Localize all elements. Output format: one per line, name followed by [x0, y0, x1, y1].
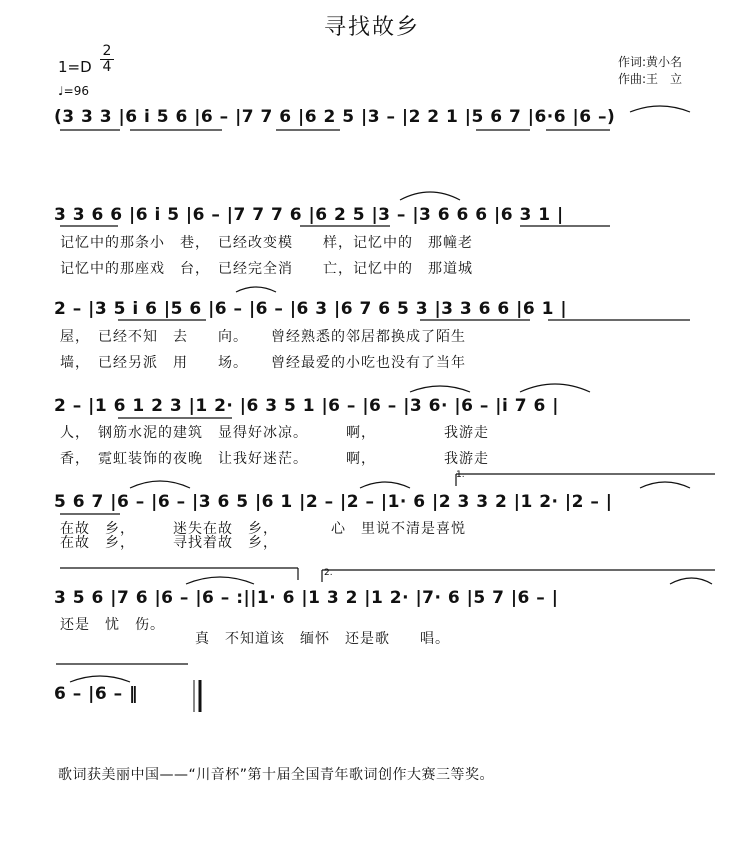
- lyric-row-5-verse-2: 在故 乡， 寻找着故 乡，: [60, 535, 278, 551]
- time-signature-bottom: 4: [100, 59, 114, 75]
- slur-arc: [630, 106, 690, 112]
- score-row-4: 2 – |1 6 1 2 3 |1 2· |6 3 5 1 |6 – |6 – |3 6· |6 – |i 7 6 |: [54, 396, 559, 416]
- slur-arc: [360, 482, 410, 488]
- lyric-row-5-verse-1: 在故 乡， 迷失在故 乡， 心 里说不清是喜悦: [60, 521, 466, 537]
- volta-second-label: 2.: [324, 568, 333, 578]
- slur-arc: [640, 482, 690, 488]
- composer: 作曲:王 立: [618, 72, 683, 86]
- key-signature: 1=D: [58, 58, 92, 76]
- slur-arc: [186, 577, 254, 584]
- slur-arc: [400, 192, 460, 200]
- lyric-row-3-verse-2: 墙， 已经另派 用 场。 曾经最爱的小吃也没有了当年: [60, 355, 466, 371]
- lyric-row-4-verse-1: 人， 钢筋水泥的建筑 显得好冰凉。 啊， 我游走: [60, 425, 489, 441]
- lyric-row-4-verse-2: 香， 霓虹装饰的夜晚 让我好迷茫。 啊， 我游走: [60, 451, 489, 467]
- lyricist: 作词:黄小名: [618, 55, 683, 69]
- song-title: 寻找故乡: [323, 15, 420, 40]
- lyric-row-6-verse-1: 还是 忧 伤。: [60, 617, 165, 633]
- award-footnote: 歌词获美丽中国——“川音杯”第十届全国青年歌词创作大赛三等奖。: [58, 767, 495, 783]
- score-row-1: (3 3 3 |6 i 5 6 |6 – |7 7 6 |6 2 5 |3 – |2 2 1 |5 6 7 |6·6 |6 –): [54, 107, 616, 127]
- lyric-row-2-verse-2: 记忆中的那座戏 台， 已经完全消 亡，记忆中的 那道城: [60, 261, 473, 277]
- score-row-2: 3 3 6 6 |6 i 5 |6 – |7 7 7 6 |6 2 5 |3 – |3 6 6 6 |6 3 1 |: [54, 205, 564, 225]
- score-row-5: 5 6 7 |6 – |6 – |3 6 5 |6 1 |2 – |2 – |1· 6 |2 3 3 2 |1 2· |2 – |: [54, 492, 613, 512]
- slur-arc: [670, 578, 712, 584]
- lyric-row-6-verse-2: 真 不知道该 缅怀 还是歌 唱。: [60, 631, 450, 647]
- score-row-7: 6 – |6 – ‖: [54, 684, 139, 704]
- time-signature-top: 2: [102, 43, 112, 59]
- score-row-3: 2 – |3 5 i 6 |5 6 |6 – |6 – |6 3 |6 7 6 5 3 |3 3 6 6 |6 1 |: [54, 299, 568, 319]
- slur-arc: [520, 384, 590, 392]
- slur-arc: [236, 287, 276, 292]
- slur-arc: [410, 386, 470, 392]
- tempo-marking: ♩=96: [58, 84, 89, 98]
- slur-arc: [70, 676, 130, 682]
- lyric-row-3-verse-1: 屋， 已经不知 去 向。 曾经熟悉的邻居都换成了陌生: [60, 329, 466, 345]
- volta-first-label: 1.: [456, 470, 465, 480]
- lyric-row-2-verse-1: 记忆中的那条小 巷， 已经改变模 样，记忆中的 那幢老: [60, 235, 473, 251]
- slur-arc: [130, 481, 190, 488]
- score-row-6: 3 5 6 |7 6 |6 – |6 – :||1· 6 |1 3 2 |1 2· |7· 6 |5 7 |6 – |: [54, 588, 559, 608]
